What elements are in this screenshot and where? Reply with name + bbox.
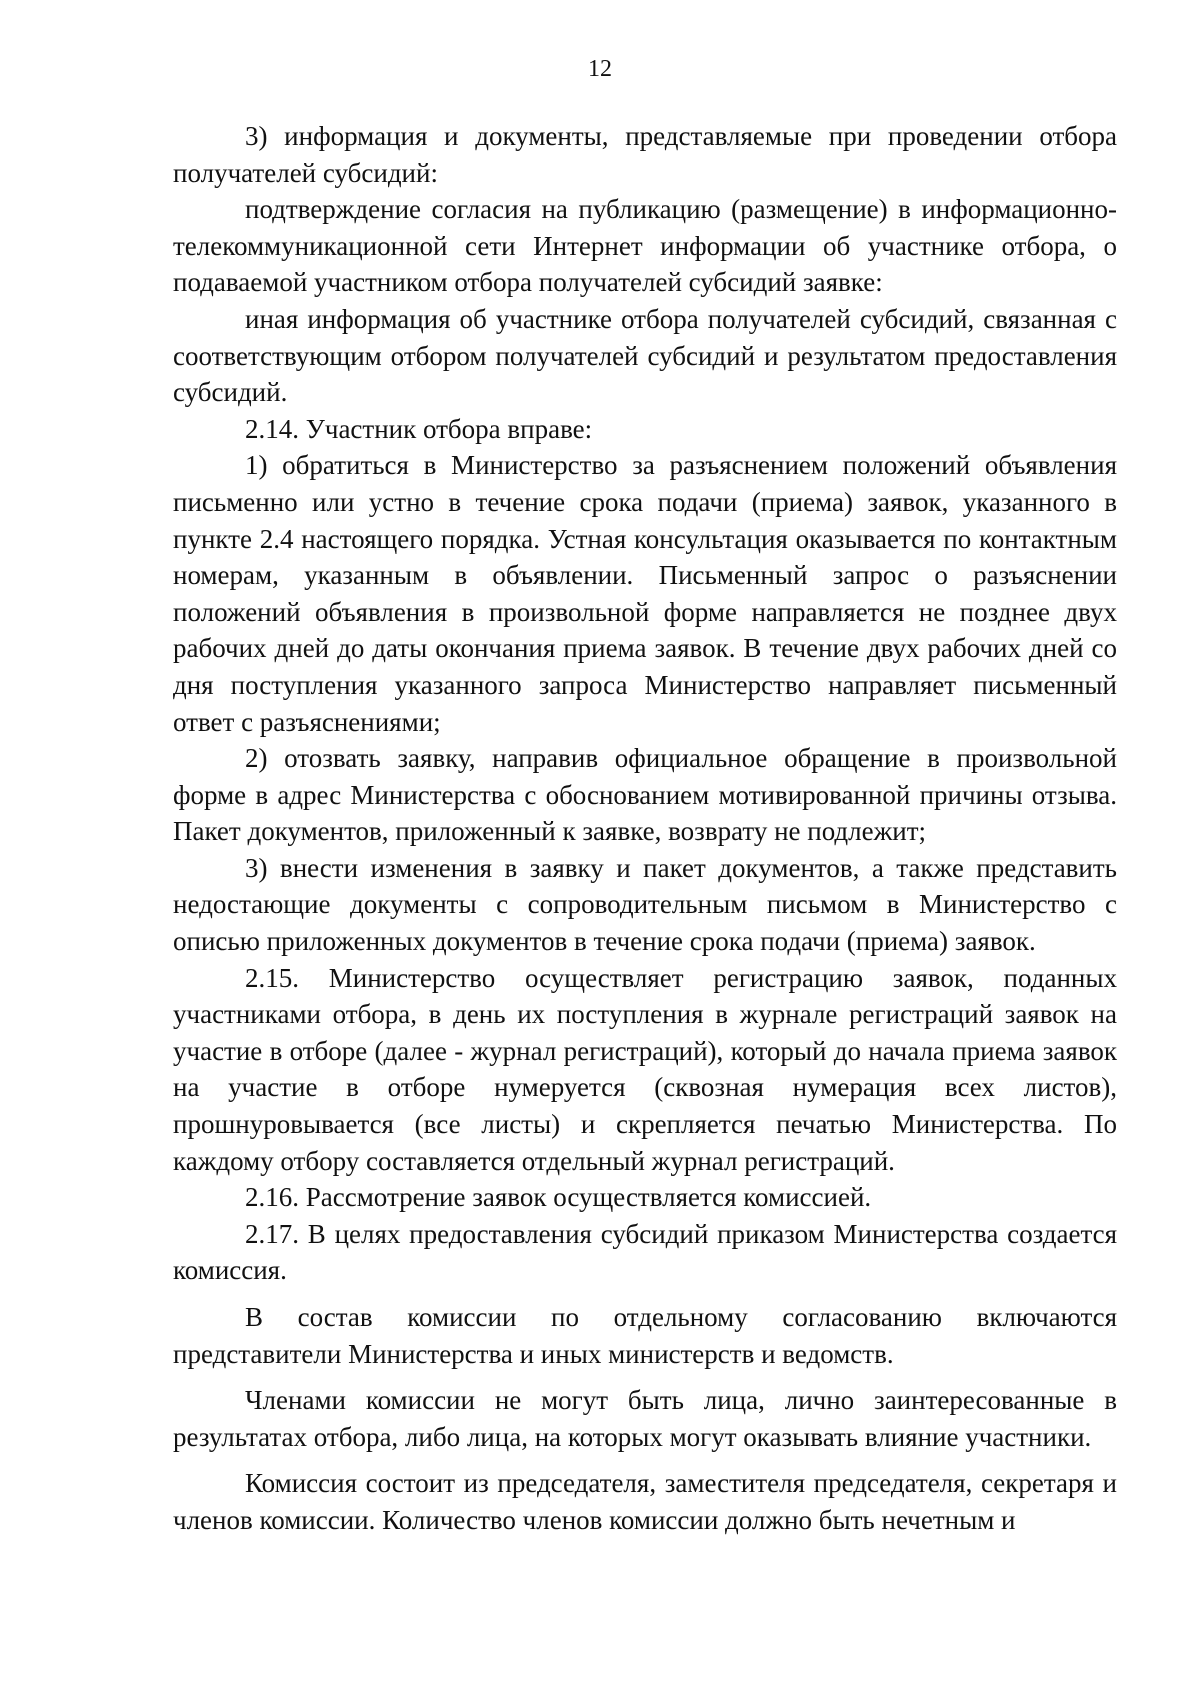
paragraph-2-14-item-3: 3) внести изменения в заявку и пакет документов, а также представить недостающие документы с сопроводительным письмом в Министерство с описью приложенных документов в течение срока подачи (приема) заявок. <box>173 852 1117 957</box>
paragraph-commission-members-restriction: Членами комиссии не могут быть лица, лично заинтересованные в результатах отбора, либо лица, на которых могут оказывать влияние участники. <box>173 1385 1117 1452</box>
paragraph-2-14-item-2: 2) отозвать заявку, направив официальное обращение в произвольной форме в адрес Министерства с обоснованием мотивированной причины отзыва. Пакет документов, приложенный к заявке, возврату не подлежит; <box>173 743 1117 847</box>
paragraph-2-15: 2.15. Министерство осуществляет регистрацию заявок, поданных участниками отбора, в день их поступления в журнале регистраций заявок на участие в отборе (далее - журнал регистраций), который до начала приема заявок на участие в отборе нумеруется (сквозная нумерация всех листов), прошнуровывается (все листы) и скрепляется печатью Министерства. По каждому отбору составляется отдельный журнал регистраций. <box>173 962 1117 1176</box>
paragraph-commission-structure: Комиссия состоит из председателя, заместителя председателя, секретаря и членов комиссии. Количество членов комиссии должно быть нечетным и <box>173 1468 1117 1535</box>
paragraph-2-14-heading: 2.14. Участник отбора вправе: <box>245 413 593 444</box>
paragraph-commission-composition: В состав комиссии по отдельному согласованию включаются представители Министерства и иных министерств и ведомств. <box>173 1302 1117 1369</box>
paragraph-2-14-item-1: 1) обратиться в Министерство за разъяснением положений объявления письменно или устно в течение срока подачи (приема) заявок, указанного в пункте 2.4 настоящего порядка. Устная консультация оказывается по контактным номерам, указанным в объявлении. Письменный запрос о разъяснении положений объявления в произвольной форме направляется не позднее двух рабочих дней до даты окончания приема заявок. В течение двух рабочих дней со дня поступления указанного запроса Министерство направляет письменный ответ с разъяснениями; <box>173 450 1117 737</box>
paragraph-other-information: иная информация об участнике отбора получателей субсидий, связанная с соответствующим отбором получателей субсидий и результатом предоставления субсидий. <box>173 303 1117 408</box>
paragraph-consent-publication: подтверждение согласия на публикацию (размещение) в информационно-телекоммуникационной сети Интернет информации об участнике отбора, о подаваемой участником отбора получателей субсидий заявке: <box>173 194 1117 298</box>
paragraph-item-3-information: 3) информация и документы, представляемые при проведении отбора получателей субсидий: <box>173 121 1117 188</box>
paragraph-2-17: 2.17. В целях предоставления субсидий приказом Министерства создается комиссия. <box>173 1218 1117 1286</box>
page-number: 12 <box>588 56 612 82</box>
paragraph-2-16: 2.16. Рассмотрение заявок осуществляется комиссией. <box>245 1182 872 1213</box>
document-body <box>173 118 1117 1539</box>
